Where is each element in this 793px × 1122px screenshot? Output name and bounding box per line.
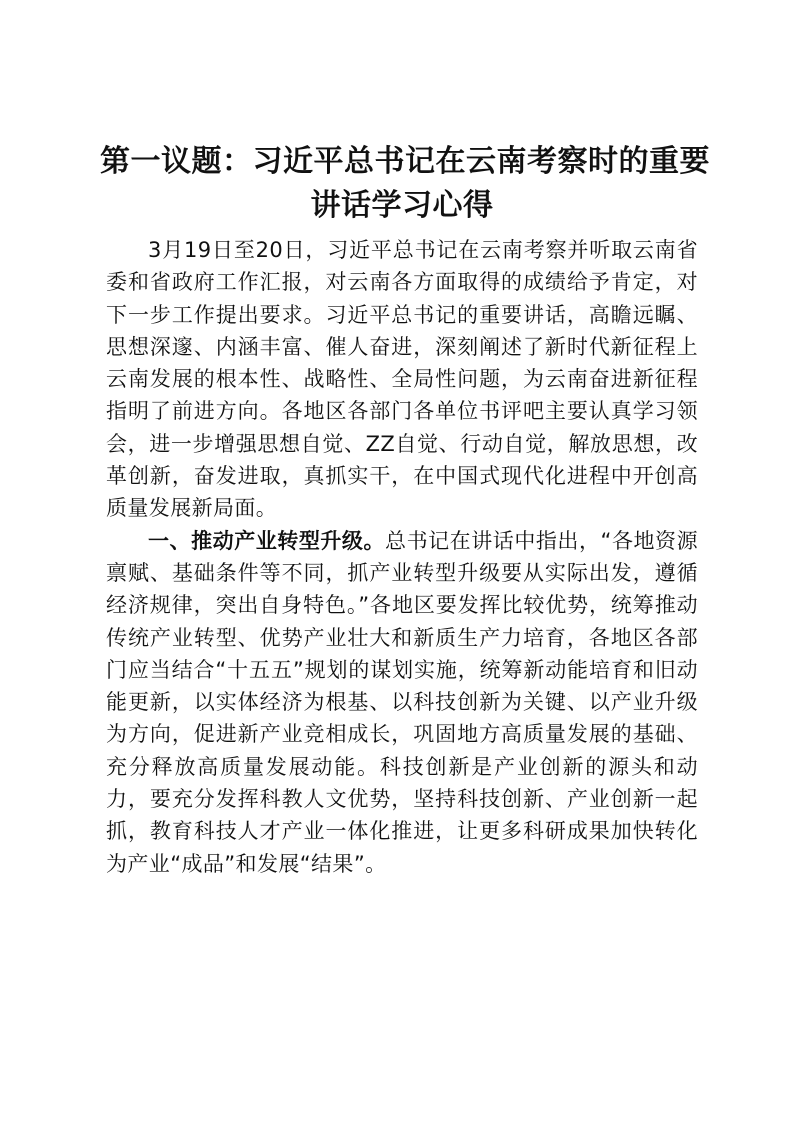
section-1-paragraph — [106, 525, 698, 880]
document-title — [100, 140, 710, 228]
title-line-2: 讲话学习心得 — [310, 188, 494, 223]
intro-paragraph: 3月19日至20日，习近平总书记在云南考察并听取云南省委和省政府工作汇报，对云南各方面取得的成绩给予肯定，对下一步工作提出要求。习近平总书记的重要讲话，高瞻远瞩、思想深邃、内涵丰富、催人奋进，深刻阐述了新时代新征程上云南发展的根本性、战略性、全局性问题，为云南奋进新征程指明了前进方向。各地区各部门各单位书评吧主要认真学习领会，进一步增强思想自觉、ZZ自觉、行动自觉，解放思想，改革创新，奋发进取，真抓实干，在中国式现代化进程中开创高质量发展新局面。 — [106, 238, 698, 521]
section-1-heading: 一、推动产业转型升级。 — [148, 528, 386, 553]
document-body — [106, 234, 698, 880]
title-line-1: 第一议题：习近平总书记在云南考察时的重要 — [100, 144, 710, 179]
section-1-text: 总书记在讲话中指出，“各地资源禀赋、基础条件等不同，抓产业转型升级要从实际出发，遵循经济规律，突出自身特色。”各地区要发挥比较优势，统筹推动传统产业转型、优势产业壮大和新质生产力培育，各地区各部门应当结合“十五五”规划的谋划实施，统筹新动能培育和旧动能更新，以实体经济为根基、以科技创新为关键、以产业升级为方向，促进新产业竞相成长，巩固地方高质量发展的基础、充分释放高质量发展动能。科技创新是产业创新的源头和动力，要充分发挥科教人文优势，坚持科技创新、产业创新一起抓，教育科技人才产业一体化推进，让更多科研成果加快转化为产业“成品”和发展“结果”。 — [106, 528, 698, 876]
